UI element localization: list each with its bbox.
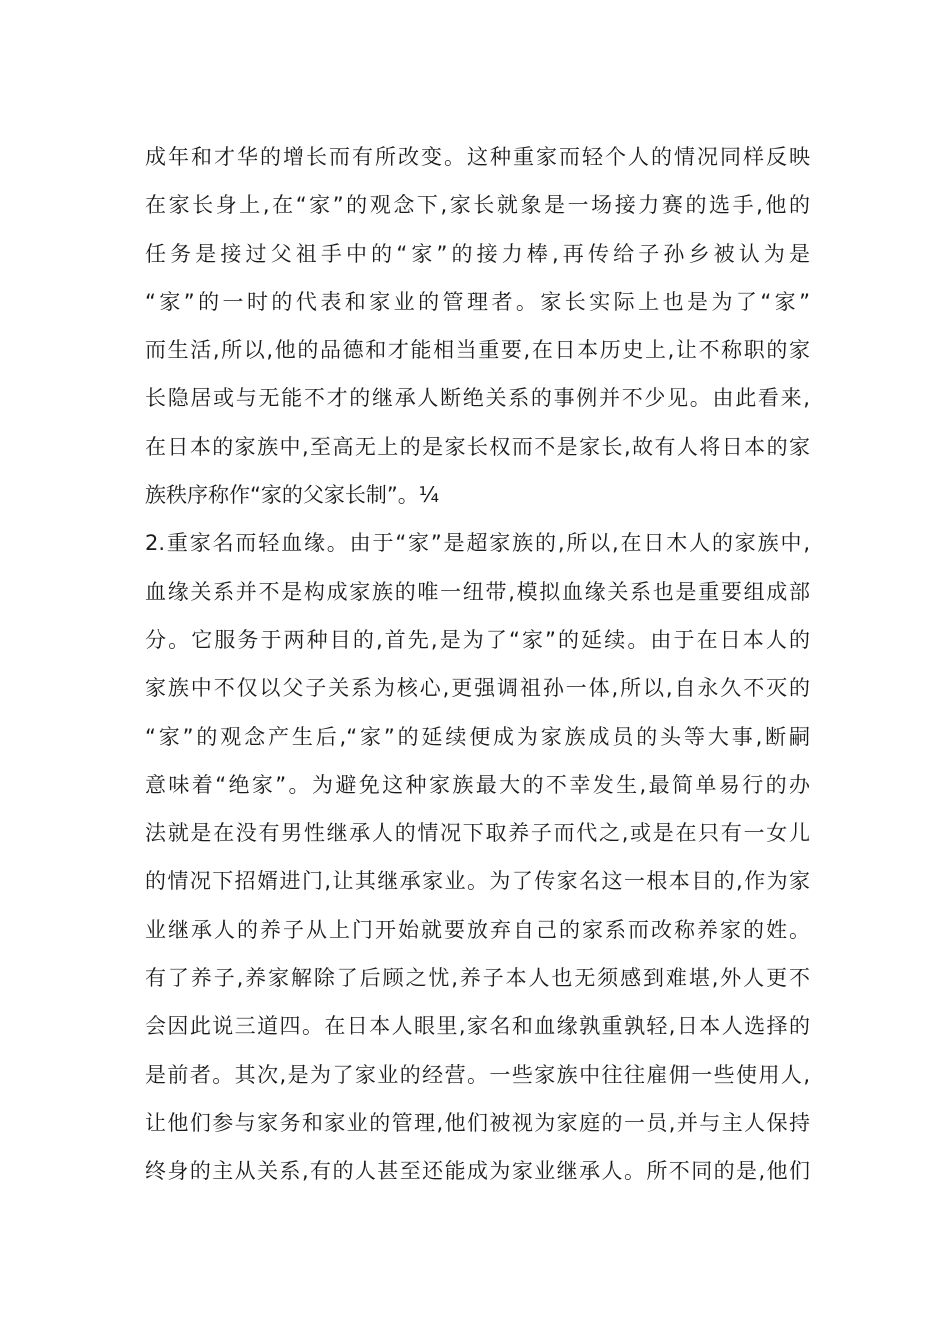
text-line: 有了养子,养家解除了后顾之忧,养子本人也无须感到难堪,外人更不 xyxy=(145,966,810,991)
text-line: 会因此说三道四。在日本人眼里,家名和血缘孰重孰轻,日本人选择的 xyxy=(145,1014,810,1039)
text-line: 血缘关系并不是构成家族的唯一纽带,模拟血缘关系也是重要组成部 xyxy=(145,579,810,604)
text-line: 在家长身上,在“家”的观念下,家长就象是一场接力赛的选手,他的 xyxy=(145,193,810,218)
text-line: “家”的一时的代表和家业的管理者。家长实际上也是为了“家” xyxy=(145,289,810,314)
text-line: 意味着“绝家”。为避免这种家族最大的不幸发生,最简单易行的办 xyxy=(145,772,810,797)
text-line: 法就是在没有男性继承人的情况下取养子而代之,或是在只有一女儿 xyxy=(145,821,810,846)
text-line: 分。它服务于两种目的,首先,是为了“家”的延续。由于在日本人的 xyxy=(145,627,810,652)
text-line: 终身的主从关系,有的人甚至还能成为家业继承人。所不同的是,他们 xyxy=(145,1159,810,1184)
text-line: 家族中不仅以父子关系为核心,更强调祖孙一体,所以,自永久不灭的 xyxy=(145,676,810,701)
text-line: 长隐居或与无能不才的继承人断绝关系的事例并不少见。由此看来, xyxy=(145,386,810,411)
text-line: 而生活,所以,他的品德和才能相当重要,在日本历史上,让不称职的家 xyxy=(145,338,810,363)
paragraph-end-line: 族秩序称作“家的父家长制”。¼ xyxy=(145,483,440,508)
text-line: 让他们参与家务和家业的管理,他们被视为家庭的一员,并与主人保持 xyxy=(145,1110,810,1135)
text-line: 是前者。其次,是为了家业的经营。一些家族中往往雇佣一些使用人, xyxy=(145,1062,810,1087)
text-line: 业继承人的养子从上门开始就要放弃自己的家系而改称养家的姓。 xyxy=(145,917,810,942)
text-line: 任务是接过父祖手中的“家”的接力棒,再传给子孙乡被认为是 xyxy=(145,241,810,266)
text-line: 成年和才华的增长而有所改变。这种重家而轻个人的情况同样反映 xyxy=(145,145,810,169)
text-line: 的情况下招婿进门,让其继承家业。为了传家名这一根本目的,作为家 xyxy=(145,869,810,894)
text-line: “家”的观念产生后,“家”的延续便成为家族成员的头等大事,断嗣 xyxy=(145,724,810,749)
body-text xyxy=(145,133,810,1196)
text-line: 2.重家名而轻血缘。由于“家”是超家族的,所以,在日木人的家族中, xyxy=(145,531,810,556)
text-line: 在日本的家族中,至高无上的是家长权而不是家长,故有人将日本的家 xyxy=(145,434,810,459)
